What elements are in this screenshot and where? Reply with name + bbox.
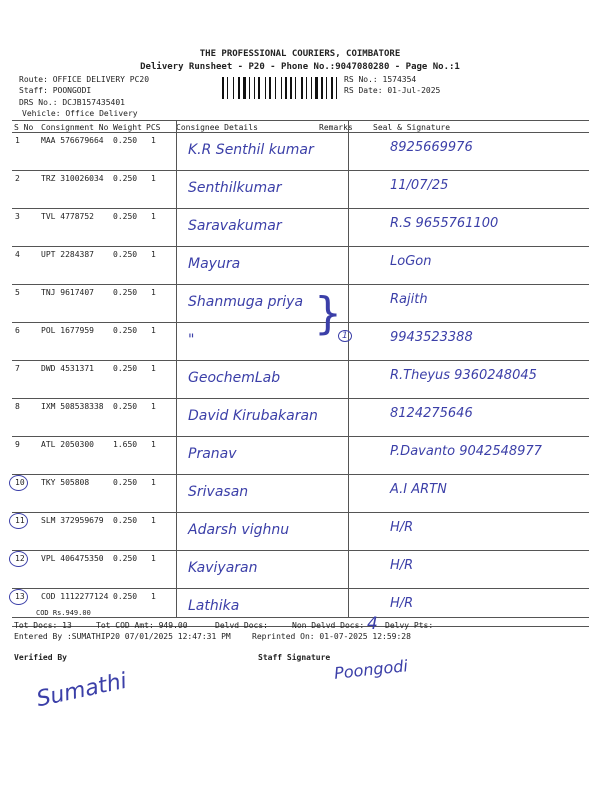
vehicle-label: Vehicle: Office Delivery [22,109,138,118]
rs-date: RS Date: 01-Jul-2025 [344,86,441,95]
row-rule [12,436,589,437]
row-consignment: POL 1677959 [41,326,94,335]
row-sno: 12 [15,554,25,563]
row-signature: H/R [390,520,414,535]
table-top-rule [12,120,589,121]
row-consignee: Srivasan [188,484,249,500]
row-pcs: 1 [151,174,156,183]
route-label: Route: OFFICE DELIVERY PC20 [19,75,150,84]
row-consignee: Adarsh vighnu [188,522,290,538]
row-sno: 11 [15,516,25,525]
cod-note: COD Rs.949.00 [36,609,91,617]
row-weight: 0.250 [113,288,138,297]
row-pcs: 1 [151,326,156,335]
row-consignment: MAA 576679664 [41,136,104,145]
page-title: Delivery Runsheet - P20 - Phone No.:9047080280 - Page No.:1 [140,62,460,72]
row-signature: LoGon [390,254,432,269]
rs-number: RS No.: 1574354 [344,75,417,84]
company-name: THE PROFESSIONAL COURIERS, COIMBATORE [199,49,401,59]
row-consignee: Senthilkumar [188,180,282,196]
col-consignee: Consignee Details [176,123,258,132]
col-weight: Weight [113,123,142,132]
sno-circle-mark [9,589,28,605]
sno-circle-mark [9,475,28,491]
row-consignment: TVL 4778752 [41,212,94,221]
table-header-rule [12,132,589,133]
row-consignment: COD 1112277124 [41,592,109,601]
verified-by-label: Verified By [14,653,67,662]
row-signature: 8124275646 [390,406,473,421]
row-pcs: 1 [151,478,156,487]
col-remarks: Remarks [319,123,353,132]
row-sno: 8 [15,402,20,411]
row-weight: 0.250 [113,174,138,183]
row-rule [12,208,589,209]
row-rule [12,322,589,323]
row-pcs: 1 [151,136,156,145]
row-weight: 0.250 [113,402,138,411]
row-rule [12,398,589,399]
bracket-note: 1 [338,330,352,342]
row-weight: 0.250 [113,136,138,145]
row-pcs: 1 [151,592,156,601]
row-weight: 0.250 [113,554,138,563]
non-delivered-docs: Non Delvd Docs: [292,621,365,630]
col-pcs: PCS [146,123,161,132]
staff-signature-label: Staff Signature [258,653,331,662]
row-consignee: Pranav [188,446,237,462]
row-rule [12,588,589,589]
row-signature: 9943523388 [390,330,473,345]
delivered-docs: Delvd Docs: [215,621,268,630]
row-weight: 0.250 [113,212,138,221]
total-cod: Tot COD Amt: 949.00 [96,621,188,630]
barcode [222,77,338,99]
row-consignee: K.R Senthil kumar [188,142,314,158]
col-seal: Seal & Signature [373,123,451,132]
row-weight: 0.250 [113,592,138,601]
row-pcs: 1 [151,402,156,411]
row-consignment: IXM 508538338 [41,402,104,411]
row-consignee: Kaviyaran [188,560,258,576]
drs-number: DRS No.: DCJB157435401 [19,98,125,107]
row-rule [12,360,589,361]
row-pcs: 1 [151,212,156,221]
brace-mark: } [314,288,342,339]
row-consignee: Mayura [188,256,241,272]
row-signature: R.S 9655761100 [390,216,499,231]
col-sno: S No [14,123,34,132]
row-weight: 0.250 [113,326,138,335]
row-sno: 4 [15,250,20,259]
row-rule [12,474,589,475]
total-docs: Tot Docs: 13 [14,621,72,630]
row-rule [12,246,589,247]
row-rule [12,550,589,551]
row-sno: 3 [15,212,20,221]
row-consignment: TRZ 310026034 [41,174,104,183]
row-signature: A.I ARTN [390,482,447,497]
row-consignee: Lathika [188,598,240,614]
row-consignee: Saravakumar [188,218,282,234]
row-consignment: VPL 406475350 [41,554,104,563]
row-signature: H/R [390,558,414,573]
row-sno: 1 [15,136,20,145]
row-sno: 5 [15,288,20,297]
row-rule [12,512,589,513]
row-rule [12,170,589,171]
row-weight: 1.650 [113,440,138,449]
reprinted-on: Reprinted On: 01-07-2025 12:59:28 [252,632,411,641]
row-sno: 9 [15,440,20,449]
row-consignee: David Kirubakaran [188,408,318,424]
col-consignment: Consignment No [41,123,109,132]
row-consignment: TKY 505808 [41,478,90,487]
row-pcs: 1 [151,516,156,525]
consignee-divider [176,120,177,617]
row-pcs: 1 [151,288,156,297]
row-consignment: DWD 4531371 [41,364,94,373]
row-pcs: 1 [151,554,156,563]
non-delivered-count: 4 [367,614,378,634]
row-sno: 2 [15,174,20,183]
row-consignment: UPT 2284387 [41,250,94,259]
row-signature: 8925669976 [390,140,473,155]
row-signature: R.Theyus 9360248045 [390,368,537,383]
row-consignee: GeochemLab [188,370,281,386]
row-sno: 13 [15,592,25,601]
delivery-points: Delvy Pts: [385,621,434,630]
row-consignee: Shanmuga priya [188,294,304,310]
row-weight: 0.250 [113,516,138,525]
row-weight: 0.250 [113,364,138,373]
row-pcs: 1 [151,440,156,449]
sno-circle-mark [9,513,28,529]
row-consignment: ATL 2050300 [41,440,94,449]
row-pcs: 1 [151,364,156,373]
entered-by: Entered By :SUMATHIP20 07/01/2025 12:47:31 PM [14,632,231,641]
remarks-divider [348,120,349,617]
row-consignment: TNJ 9617407 [41,288,94,297]
verified-signature: Sumathi [34,668,130,713]
staff-handwritten-signature: Poongodi [333,656,409,683]
row-sno: 10 [15,478,25,487]
row-signature: 11/07/25 [390,178,449,193]
row-sno: 6 [15,326,20,335]
row-sno: 7 [15,364,20,373]
table-bottom-rule [12,617,589,618]
staff-label: Staff: POONGODI [19,86,92,95]
row-signature: H/R [390,596,414,611]
row-rule [12,284,589,285]
row-consignee: " [188,332,195,348]
row-signature: Rajith [390,292,428,307]
row-consignment: SLM 372959679 [41,516,104,525]
row-weight: 0.250 [113,478,138,487]
row-signature: P.Davanto 9042548977 [390,444,542,459]
row-pcs: 1 [151,250,156,259]
sno-circle-mark [9,551,28,567]
row-weight: 0.250 [113,250,138,259]
